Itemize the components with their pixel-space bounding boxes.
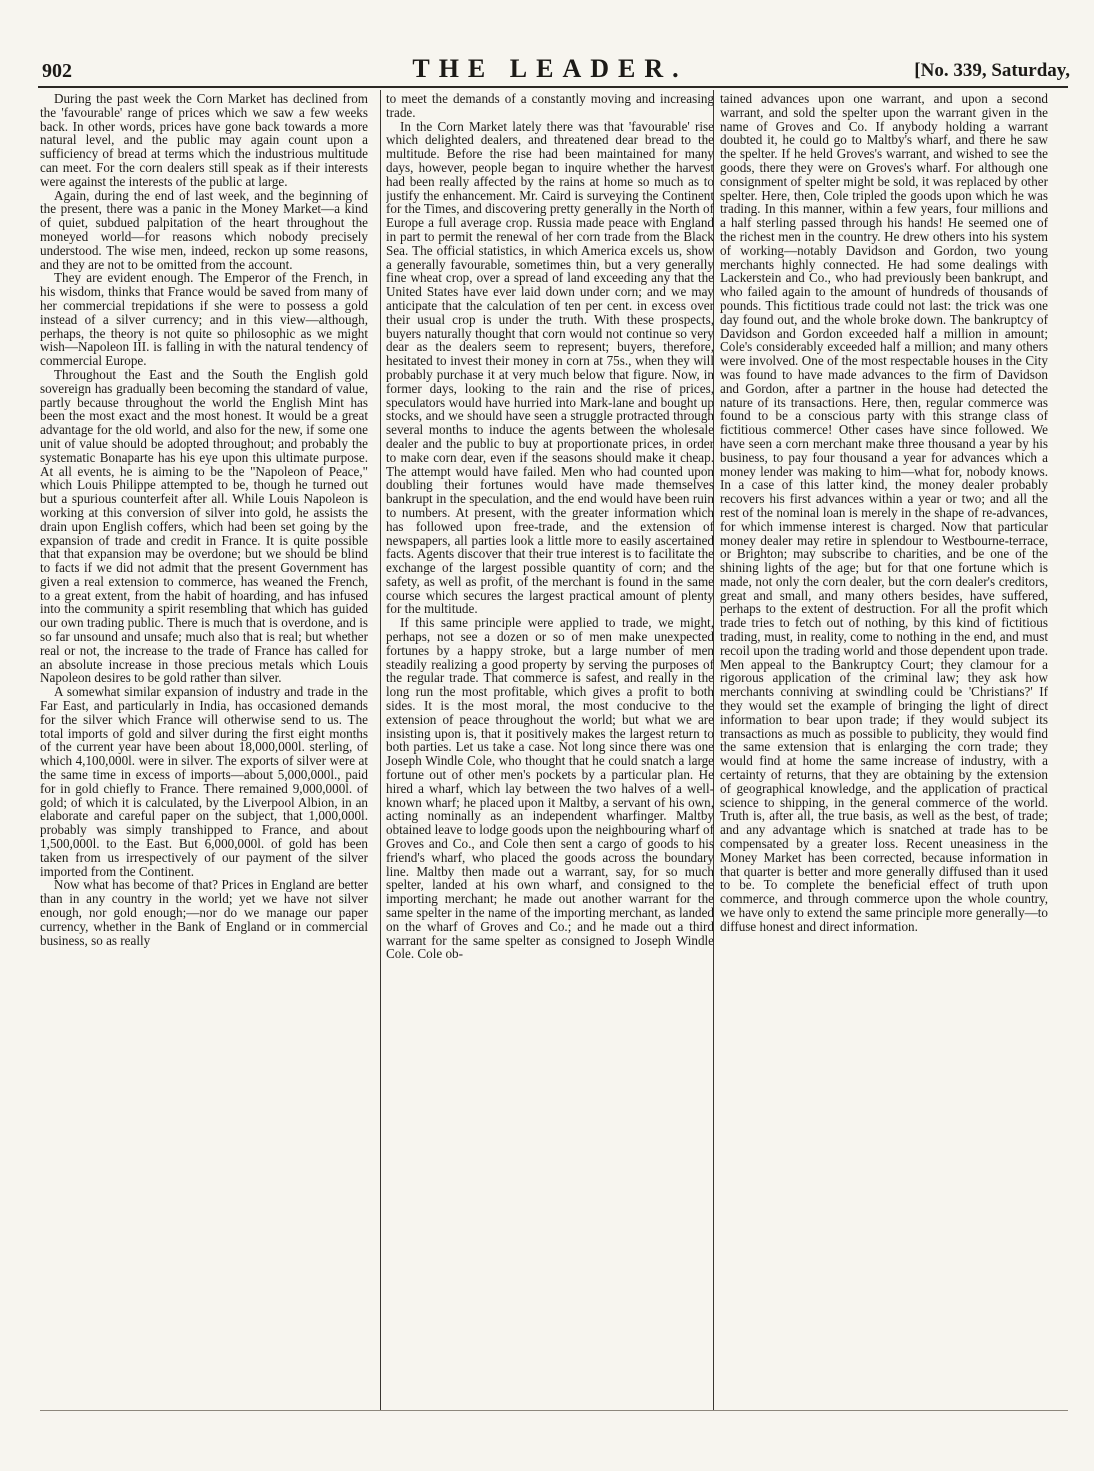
header-rule — [38, 86, 1068, 88]
paragraph: Now what has become of that? Prices in England are better than in any country in the world; yet we have not silver enough, nor gold enough;—nor do we manage our paper currency, whether in the Bank of England or in commercial business, so as really — [40, 877, 368, 948]
paragraph: During the past week the Corn Market has declined from the 'favourable' range of prices which we saw a few weeks back. In other words, prices have gone back towards a more natural level, and the public may again count upon a sufficiency of bread at terms which the industrious multitude can meet. For the corn dealers still speak as if their interests were against the interests of the public at large. — [40, 92, 368, 189]
paragraph: Throughout the East and the South the English gold sovereign has gradually been becoming the standard of value, partly because throughout the world the English Mint has been the most exact and the most honest. It would be a great advantage for the old world, and also for the new, if some one unit of value should be adopted throughout; and probably the systematic Bonaparte has his eye upon this ultimate purpose. At all events, he is aiming to be the "Napoleon of Peace," which Louis Philippe attempted to be, though he turned out but a spurious counterfeit after all. While Louis Napoleon is working at this conversion of silver into gold, he assists the drain upon English coffers, which had been set going by the expansion of trade and credit in France. It is quite possible that that expansion may be overdone; but we should be blind to facts if we did not admit that the present Government has given a real extension to commerce, has weaned the French, to a great extent, from the habit of hoarding, and has infused into the community a spirit resembling that which has guided our own trading public. There is much that is overdone, and is so far unsound and unsafe; much also that is real; but whether real or not, the increase to the trade of France has called for an absolute increase in those precious metals which Louis Napoleon desires to be gold rather than silver. — [40, 366, 368, 686]
paragraph: Again, during the end of last week, and the beginning of the present, there was a panic in the Money Market—a kind of quiet, subdued palpitation of the heart throughout the moneyed world—for reasons which nobody precisely understood. The wise men, indeed, reckon up some reasons, and they are not to be omitted from the account. — [40, 187, 368, 272]
paragraph: If this same principle were applied to trade, we might, perhaps, not see a dozen or so of men make unexpected fortunes by a happy stroke, but a large number of men steadily realizing a good property by serving the purposes of the regular trade. That commerce is safest, and really in the long run the most profitable, which gives a profit to both sides. It is the most moral, the most conducive to the extension of peace throughout the world; but what we are insisting upon is, that it positively makes the largest return to both parties. Let us take a case. Not long since there was one Joseph Windle Cole, who thought that he could snatch a large fortune out of other men's pockets by a particular plan. He hired a wharf, which lay between the two halves of a well-known wharf; he placed upon it Maltby, a servant of his own, acting nominally as an independent wharfinger. Maltby obtained leave to lodge goods upon the neighbouring wharf of Groves and Co., and Cole then sent a cargo of goods to his friend's wharf, who placed the goods across the boundary line. Maltby then made out a warrant, say, for so much spelter, landed at his own wharf, and consigned to the importing merchant; he made out another warrant for the same spelter in the name of the importing merchant, as landed on the wharf of Groves and Co.; and he made out a third warrant for the same spelter as consigned to Joseph Windle Cole. Cole ob- — [386, 615, 714, 962]
masthead-title: THE LEADER. — [412, 54, 688, 83]
footer-rule — [40, 1410, 1068, 1411]
column-divider — [380, 90, 381, 1410]
column-1 — [40, 92, 368, 1410]
column-3 — [720, 92, 1048, 1410]
column-2 — [386, 92, 714, 1410]
paragraph: They are evident enough. The Emperor of the French, in his wisdom, thinks that France would be saved from many of her commercial trepidations if she were to possess a gold instead of a silver currency; and in this view—although, perhaps, the theory is not quite so philosophic as we might wish—Napoleon III. is falling in with the natural tendency of commercial Europe. — [40, 270, 368, 369]
paragraph: tained advances upon one warrant, and upon a second warrant, and sold the spelter upon the warrant given in the name of Groves and Co. If anybody holding a warrant doubted it, he could go to Maltby's wharf, and there he saw the spelter. If he held Groves's warrant, and wished to see the goods, there they were on Groves's wharf. For although one consignment of spelter might be sold, it was replaced by other spelter. Here, then, Cole tripled the goods upon which he was trading. In this manner, within a few years, four millions and a half sterling passed through his hands! He seemed one of the richest men in the country. He drew others into his system of working—notably Davidson and Gordon, two young merchants highly connected. He had some dealings with Lackerstein and Co., who had previously been bankrupt, and who failed again to the amount of hundreds of thousands of pounds. This fictitious trade could not last: the trick was one day found out, and the whole broke down. The bankruptcy of Davidson and Gordon exceeded half a million in amount; Cole's considerably exceeded half a million; and many others were involved. One of the most respectable houses in the City was found to have made advances to the firm of Davidson and Gordon, after a partner in the house had detected the nature of its transactions. Here, then, regular commerce was found to be a conscious party with this strange class of fictitious commerce! Other cases have since followed. We have seen a corn merchant make three thousand a year by his business, to pay four thousand a year for advances which a money lender was making to him—what for, nobody knows. In a case of this latter kind, the money dealer probably recovers his first advances within a year or two; and all the rest of the nominal loan is merely in the shape of re-advances, for which immense interest is charged. Now that particular money dealer may retire in splendour to Westbourne-terrace, or Brighton; may subscribe to charities, and be one of the shining lights of the age; but for that one fortune which is made, not only the corn dealer, but the corn dealer's creditors, great and small, and many others besides, have suffered, perhaps to the extent of destruction. For all the profit which trade tries to fetch out of nothing, by this kind of fictitious trading, must, in reality, come to nothing in the end, and must recoil upon the trading world and those dependent upon trade. Men appeal to the Bankruptcy Court; they clamour for a rigorous application of the criminal law; they ask how merchants conniving at swindling could be 'Christians?' If they would set the example of bringing the light of direct information to bear upon trade; if they would subject its transactions as much as possible to publicity, they would find the same extension that is enlarging the corn trade; they would find at home the same increase of industry, with a certainty of returns, that they are obtaining by the extension of geographical knowledge, and the application of practical science to shipping, in the general commerce of the world. Truth is, after all, the true basis, as well as the best, of trade; and any advantage which is snatched at trade has to be compensated by a greater loss. Recent uneasiness in the Money Market has been corrected, because information in that quarter is better and more generally diffused than it used to be. To complete the beneficial effect of truth upon commerce, and through commerce upon the whole country, we have only to extend the same principle more generally—to diffuse honest and direct information. — [720, 92, 1048, 934]
page-number: 902 — [42, 60, 72, 82]
paragraph: In the Corn Market lately there was that 'favourable' rise which delighted dealers, and threatened dear bread to the multitude. Before the rise had been maintained for many days, however, people began to inquire whether the harvest had been really affected by the rains at home so much as to justify the enhancement. Mr. Caird is surveying the Continent for the Times, and discovering pretty generally in the North of Europe a full average crop. Russia made peace with England in part to permit the renewal of her corn trade from the Black Sea. The official statistics, in which America excels us, show a generally favourable, sometimes thin, but a very generally fine wheat crop, over a spread of land exceeding any that the United States have ever laid down under corn; and we may anticipate that the calculation of ten per cent. in excess over their usual crop is under the truth. With these prospects, buyers naturally thought that corn would not continue so very dear as the dealers seem to represent; buyers, therefore, hesitated to invest their money in corn at 75s., when they will probably purchase it at very much below that figure. Now, in former days, looking to the rain and the rise of prices, speculators would have hurried into Mark-lane and bought up stocks, and we should have seen a struggle protracted through several months to induce the agents between the wholesale dealer and the public to buy at proportionate prices, in order to make corn dear, even if the seasons should make it cheap. The attempt would have failed. Men who had counted upon doubling their fortunes would have made themselves bankrupt in the speculation, and the end would have been ruin to numbers. At present, with the greater information which has followed upon free-trade, and the extension of newspapers, all parties look a little more to easily ascertained facts. Agents discover that their true interest is to facilitate the exchange of the largest possible quantity of corn; and the safety, as well as profit, of the merchant is found in the same course which secures the largest practical amount of plenty for the multitude. — [386, 118, 714, 617]
issue-number: [No. 339, Saturday, — [914, 60, 1070, 81]
paragraph: A somewhat similar expansion of industry and trade in the Far East, and particularly in India, has occasioned demands for the silver which France will otherwise send to us. The total imports of gold and silver during the first eight months of the current year have been about 18,000,000l. sterling, of which 4,100,000l. were in silver. The exports of silver were at the same time in excess of imports—about 5,000,000l., paid for in gold chiefly to France. There remained 9,000,000l. of gold; of which it is calculated, by the Liverpool Albion, in an elaborate and careful paper on the subject, that 1,000,000l. probably was simply transhipped to France, and about 1,500,000l. to the East. But 6,000,000l. of gold has been taken from us irrespectively of our payment of the silver imported from the Continent. — [40, 684, 368, 879]
paragraph: to meet the demands of a constantly moving and increasing trade. — [386, 92, 714, 120]
page-header — [30, 52, 1070, 86]
